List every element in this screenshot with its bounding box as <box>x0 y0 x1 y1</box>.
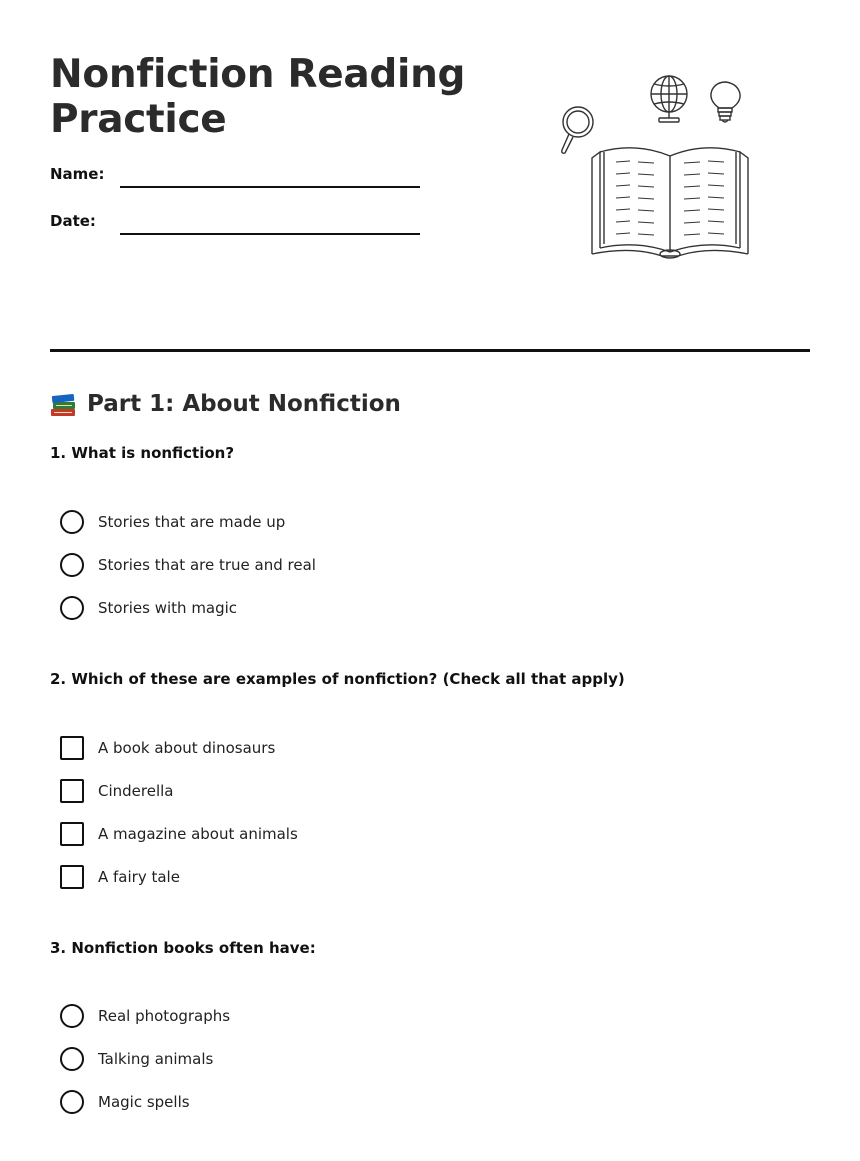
question-1-option-1[interactable] <box>60 509 285 535</box>
option-label: Magic spells <box>98 1093 190 1111</box>
question-1-option-2[interactable] <box>60 552 316 578</box>
option-label: A book about dinosaurs <box>98 739 276 757</box>
radio-button[interactable] <box>60 1047 84 1071</box>
question-3-option-1[interactable] <box>60 1003 230 1029</box>
option-label: Real photographs <box>98 1007 231 1025</box>
header-illustration <box>556 72 756 262</box>
date-label: Date: <box>50 212 96 230</box>
books-icon <box>50 391 77 417</box>
name-input-line[interactable] <box>120 186 420 188</box>
option-label: A fairy tale <box>98 868 180 886</box>
radio-button[interactable] <box>60 596 84 620</box>
question-1-option-3[interactable] <box>60 595 237 621</box>
question-2-option-2[interactable] <box>60 778 174 804</box>
question-3-option-3[interactable] <box>60 1089 190 1115</box>
question-2-option-3[interactable] <box>60 821 298 847</box>
checkbox[interactable] <box>60 779 84 803</box>
question-2: 2. Which of these are examples of nonfiction? (Check all that apply) <box>50 670 625 688</box>
radio-button[interactable] <box>60 1090 84 1114</box>
date-field <box>50 212 420 242</box>
page-title: Nonfiction Reading Practice <box>50 52 466 142</box>
question-3: 3. Nonfiction books often have: <box>50 939 316 957</box>
option-label: A magazine about animals <box>98 825 298 843</box>
option-label: Talking animals <box>98 1050 214 1068</box>
question-2-option-1[interactable] <box>60 735 275 761</box>
radio-button[interactable] <box>60 553 84 577</box>
radio-button[interactable] <box>60 510 84 534</box>
header-divider <box>50 349 810 352</box>
checkbox[interactable] <box>60 865 84 889</box>
section-heading <box>50 388 401 420</box>
name-label: Name: <box>50 165 105 183</box>
date-input-line[interactable] <box>120 233 420 235</box>
option-label: Cinderella <box>98 782 174 800</box>
option-label: Stories with magic <box>98 599 238 617</box>
option-label: Stories that are true and real <box>98 556 316 574</box>
magnifying-glass-icon <box>562 107 593 153</box>
radio-button[interactable] <box>60 1004 84 1028</box>
globe-icon <box>651 76 687 122</box>
open-book-icon <box>592 148 748 258</box>
question-3-option-2[interactable] <box>60 1046 213 1072</box>
option-label: Stories that are made up <box>98 513 286 531</box>
checkbox[interactable] <box>60 736 84 760</box>
question-1: 1. What is nonfiction? <box>50 444 235 462</box>
section-title: Part 1: About Nonfiction <box>87 391 401 417</box>
question-2-option-4[interactable] <box>60 864 180 890</box>
checkbox[interactable] <box>60 822 84 846</box>
name-field <box>50 165 420 195</box>
light-bulb-icon <box>711 82 740 122</box>
